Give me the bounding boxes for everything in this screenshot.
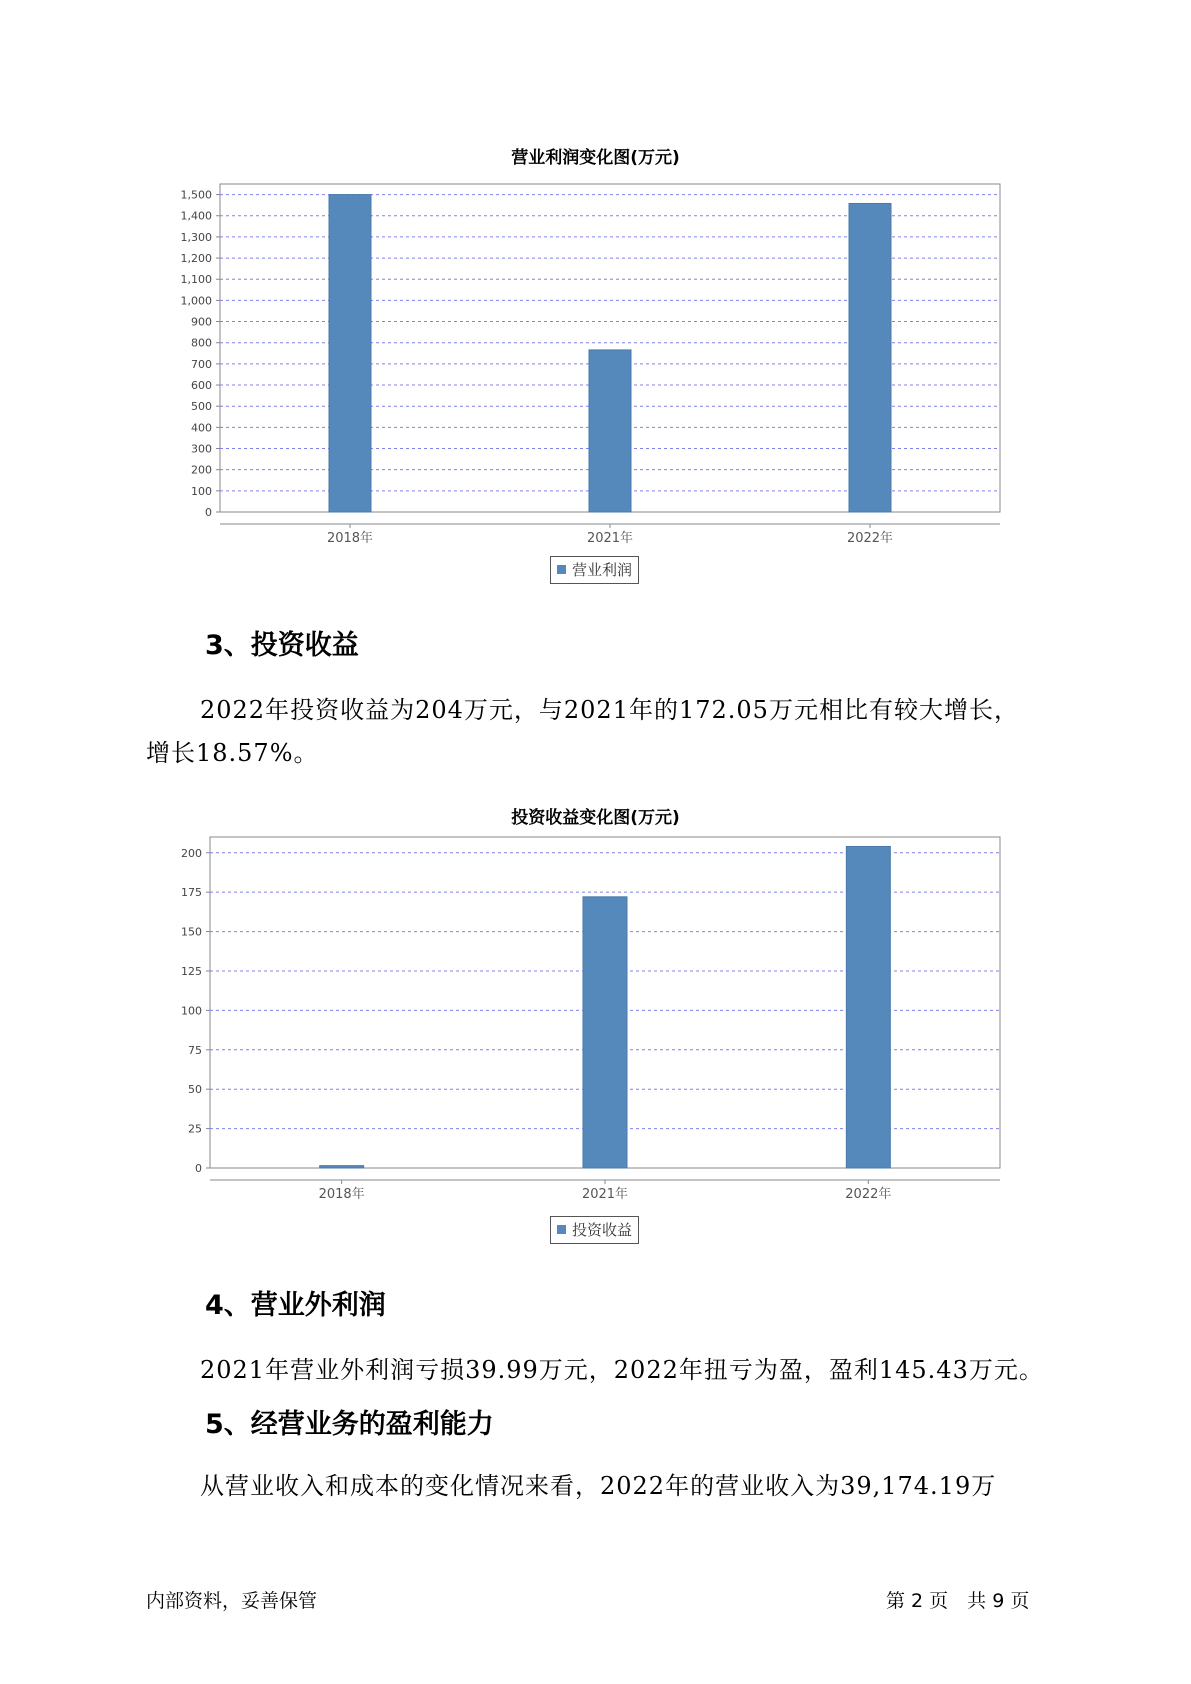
- y-tick-label: 0: [195, 1162, 202, 1175]
- y-tick-label: 1,000: [180, 294, 212, 308]
- y-tick-label: 400: [191, 421, 212, 435]
- y-tick-label: 800: [191, 336, 212, 350]
- legend-swatch-icon: [557, 1225, 566, 1234]
- y-tick-label: 150: [181, 925, 202, 939]
- y-tick-label: 175: [181, 886, 202, 900]
- bar-2018年: [320, 1166, 364, 1168]
- y-tick-label: 1,100: [180, 273, 212, 287]
- y-tick-label: 1,300: [180, 230, 212, 244]
- bar-2021年: [589, 350, 631, 512]
- section5-heading: 5、经营业务的盈利能力: [205, 1409, 494, 1440]
- x-tick-label: 2018年: [326, 531, 374, 546]
- section3-paragraph-line1: 2022年投资收益为204万元，与2021年的172.05万元相比有较大增长，: [200, 696, 1019, 724]
- section4-heading: 4、营业外利润: [205, 1290, 386, 1321]
- y-tick-label: 75: [188, 1043, 202, 1057]
- footer-confidential: 内部资料，妥善保管: [146, 1590, 318, 1612]
- y-tick-label: 200: [181, 846, 202, 860]
- y-tick-label: 1,500: [180, 188, 212, 202]
- y-tick-label: 1,400: [180, 209, 212, 223]
- section3-paragraph-line2: 增长18.57%。: [146, 739, 319, 767]
- footer-page-number: 第 2 页 共 9 页: [886, 1590, 1030, 1612]
- chart1-operating-profit: [0, 0, 1191, 560]
- y-tick-label: 50: [188, 1083, 202, 1097]
- chart1-title: 营业利润变化图(万元): [511, 148, 680, 168]
- x-tick-label: 2021年: [586, 531, 634, 546]
- y-tick-label: 1,200: [180, 252, 212, 266]
- y-tick-label: 100: [191, 484, 212, 498]
- y-tick-label: 125: [181, 964, 202, 978]
- y-tick-label: 100: [181, 1004, 202, 1018]
- y-tick-label: 900: [191, 315, 212, 329]
- chart2-legend: [550, 1216, 639, 1244]
- x-tick-label: 2022年: [845, 1187, 892, 1202]
- legend-swatch-icon: [557, 565, 566, 574]
- y-tick-label: 500: [191, 400, 212, 414]
- y-tick-label: 300: [191, 442, 212, 456]
- y-tick-label: 25: [188, 1122, 202, 1136]
- y-tick-label: 200: [191, 463, 212, 477]
- section3-heading: 3、投资收益: [205, 630, 359, 661]
- bar-2021年: [583, 897, 627, 1168]
- section5-paragraph: 从营业收入和成本的变化情况来看，2022年的营业收入为39,174.19万: [200, 1472, 997, 1500]
- chart2-investment-income: [0, 820, 1191, 1220]
- x-tick-label: 2018年: [318, 1187, 365, 1202]
- y-tick-label: 700: [191, 357, 212, 371]
- chart2-title: 投资收益变化图(万元): [511, 808, 680, 828]
- chart1-legend-label: 营业利润: [572, 561, 633, 579]
- chart1-legend: [550, 556, 639, 584]
- bar-2018年: [329, 195, 371, 512]
- y-tick-label: 600: [191, 379, 212, 393]
- x-tick-label: 2021年: [581, 1187, 629, 1202]
- section4-paragraph: 2021年营业外利润亏损39.99万元，2022年扭亏为盈，盈利145.43万元。: [200, 1356, 1044, 1384]
- bar-2022年: [846, 846, 890, 1168]
- x-tick-label: 2022年: [846, 531, 894, 546]
- bar-2022年: [849, 203, 891, 512]
- chart2-legend-label: 投资收益: [572, 1221, 633, 1239]
- y-tick-label: 0: [205, 506, 212, 519]
